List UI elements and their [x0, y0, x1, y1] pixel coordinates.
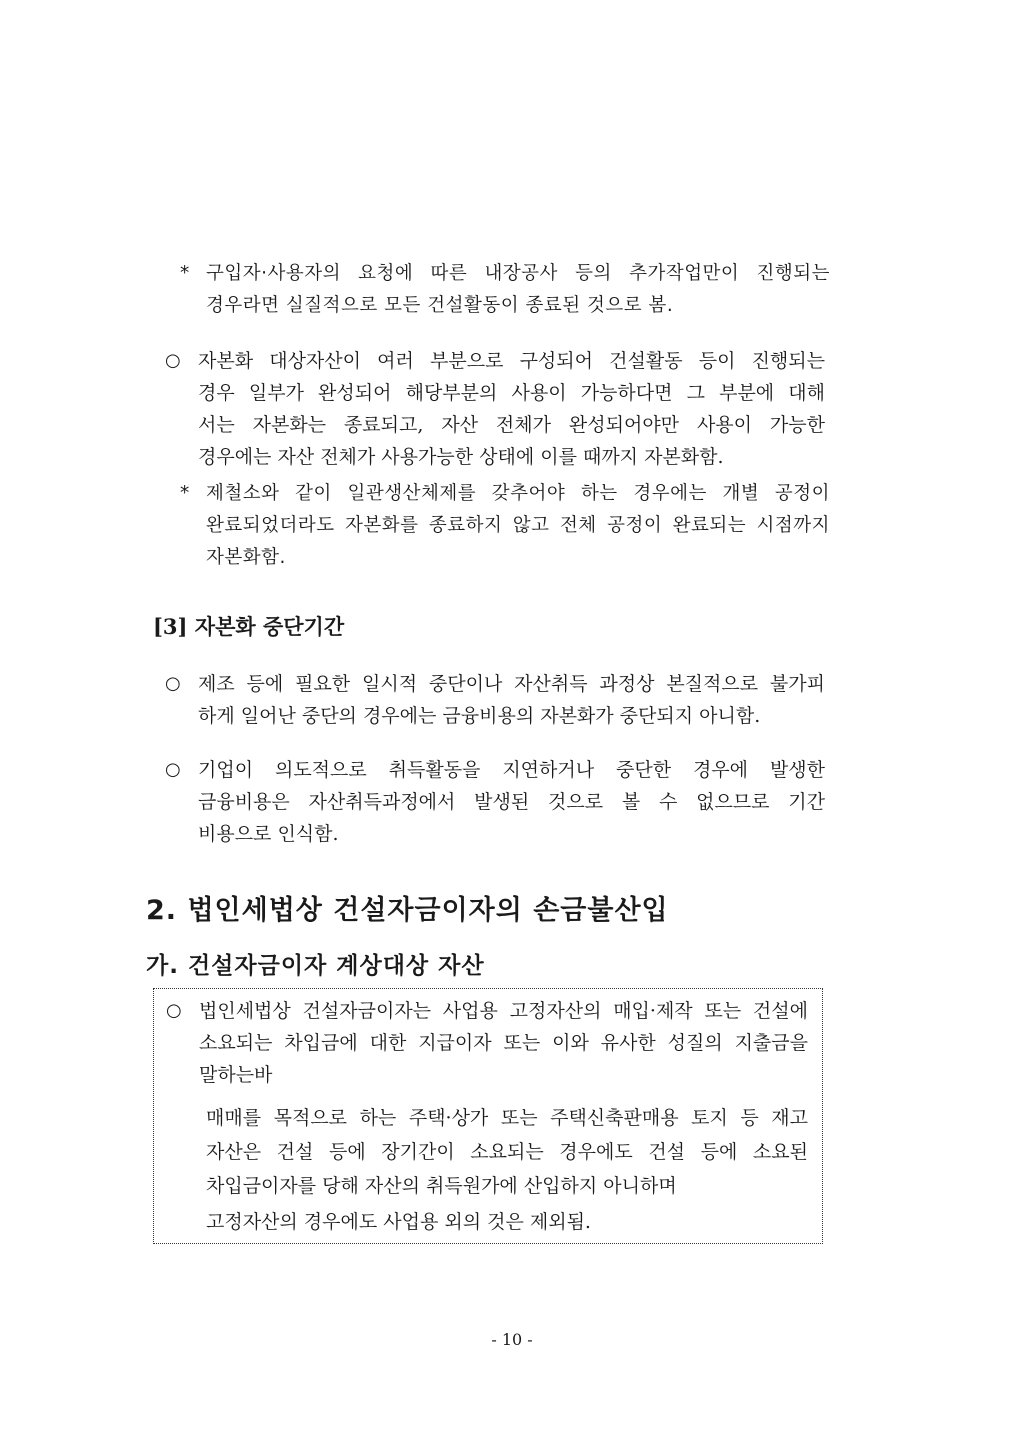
asterisk-marker: *	[180, 483, 190, 504]
paragraph-line: 기업이 의도적으로 취득활동을 지연하거나 중단한 경우에 발생한	[198, 759, 825, 781]
dotted-box	[153, 988, 823, 1244]
paragraph-line: 말하는바	[199, 1064, 273, 1086]
paragraph-line: 자본화 대상자산이 여러 부분으로 구성되어 건설활동 등이 진행되는	[198, 350, 825, 372]
note-line: 구입자·사용자의 요청에 따른 내장공사 등의 추가작업만이 진행되는	[206, 263, 830, 284]
paragraph-intentional-delay	[165, 754, 825, 850]
paragraph-line: 서는 자본화는 종료되고, 자산 전체가 완성되어야만 사용이 가능한	[198, 414, 825, 436]
section-heading-suspension: [3] 자본화 중단기간	[153, 614, 345, 639]
box-inventory-paragraph	[206, 1101, 808, 1203]
paragraph-line: 경우 일부가 완성되어 해당부분의 사용이 가능하다면 그 부분에 대해	[198, 382, 825, 404]
page-number: - 10 -	[491, 1330, 533, 1349]
paragraph-line: 자산은 건설 등에 장기간이 소요되는 경우에도 건설 등에 소요된	[206, 1141, 808, 1163]
circle-bullet-icon: ○	[165, 673, 181, 694]
paragraph-line: 경우에는 자산 전체가 사용가능한 상태에 이를 때까지 자본화함.	[198, 446, 724, 468]
paragraph-line: 매매를 목적으로 하는 주택·상가 또는 주택신축판매용 토지 등 재고	[206, 1107, 808, 1129]
paragraph-line: 고정자산의 경우에도 사업용 외의 것은 제외됨.	[206, 1211, 591, 1233]
section-title: 2. 법인세법상 건설자금이자의 손금불산입	[146, 895, 669, 926]
circle-bullet-icon: ○	[165, 350, 181, 371]
paragraph-line: 비용으로 인식함.	[198, 823, 339, 845]
paragraph-line: 소요되는 차입금에 대한 지급이자 또는 이와 유사한 성질의 지출금을	[199, 1032, 808, 1054]
paragraph-partial-completion	[165, 345, 825, 473]
box-exclusion-paragraph	[206, 1205, 808, 1239]
subsection-title: 가. 건설자금이자 계상대상 자산	[146, 953, 485, 979]
paragraph-temporary-suspension	[165, 668, 825, 732]
note-line: 경우라면 실질적으로 모든 건설활동이 종료된 것으로 봄.	[206, 295, 674, 316]
circle-bullet-icon: ○	[165, 759, 181, 780]
paragraph-line: 하게 일어난 중단의 경우에는 금융비용의 자본화가 중단되지 아니함.	[198, 705, 761, 727]
note-steel-mill	[180, 478, 830, 574]
note-line: 완료되었더라도 자본화를 종료하지 않고 전체 공정이 완료되는 시점까지	[206, 515, 830, 536]
paragraph-line: 제조 등에 필요한 일시적 중단이나 자산취득 과정상 본질적으로 불가피	[198, 673, 825, 695]
paragraph-line: 금융비용은 자산취득과정에서 발생된 것으로 볼 수 없으므로 기간	[198, 791, 825, 813]
paragraph-line: 법인세법상 건설자금이자는 사업용 고정자산의 매입·제작 또는 건설에	[199, 1000, 808, 1022]
paragraph-line: 차입금이자를 당해 자산의 취득원가에 산입하지 아니하며	[206, 1175, 677, 1197]
asterisk-marker: *	[180, 263, 190, 284]
note-construction-complete	[180, 258, 830, 322]
box-intro-paragraph	[166, 995, 808, 1091]
note-line: 자본화함.	[206, 547, 286, 568]
note-line: 제철소와 같이 일관생산체제를 갖추어야 하는 경우에는 개별 공정이	[206, 483, 830, 504]
circle-bullet-icon: ○	[166, 1000, 182, 1021]
